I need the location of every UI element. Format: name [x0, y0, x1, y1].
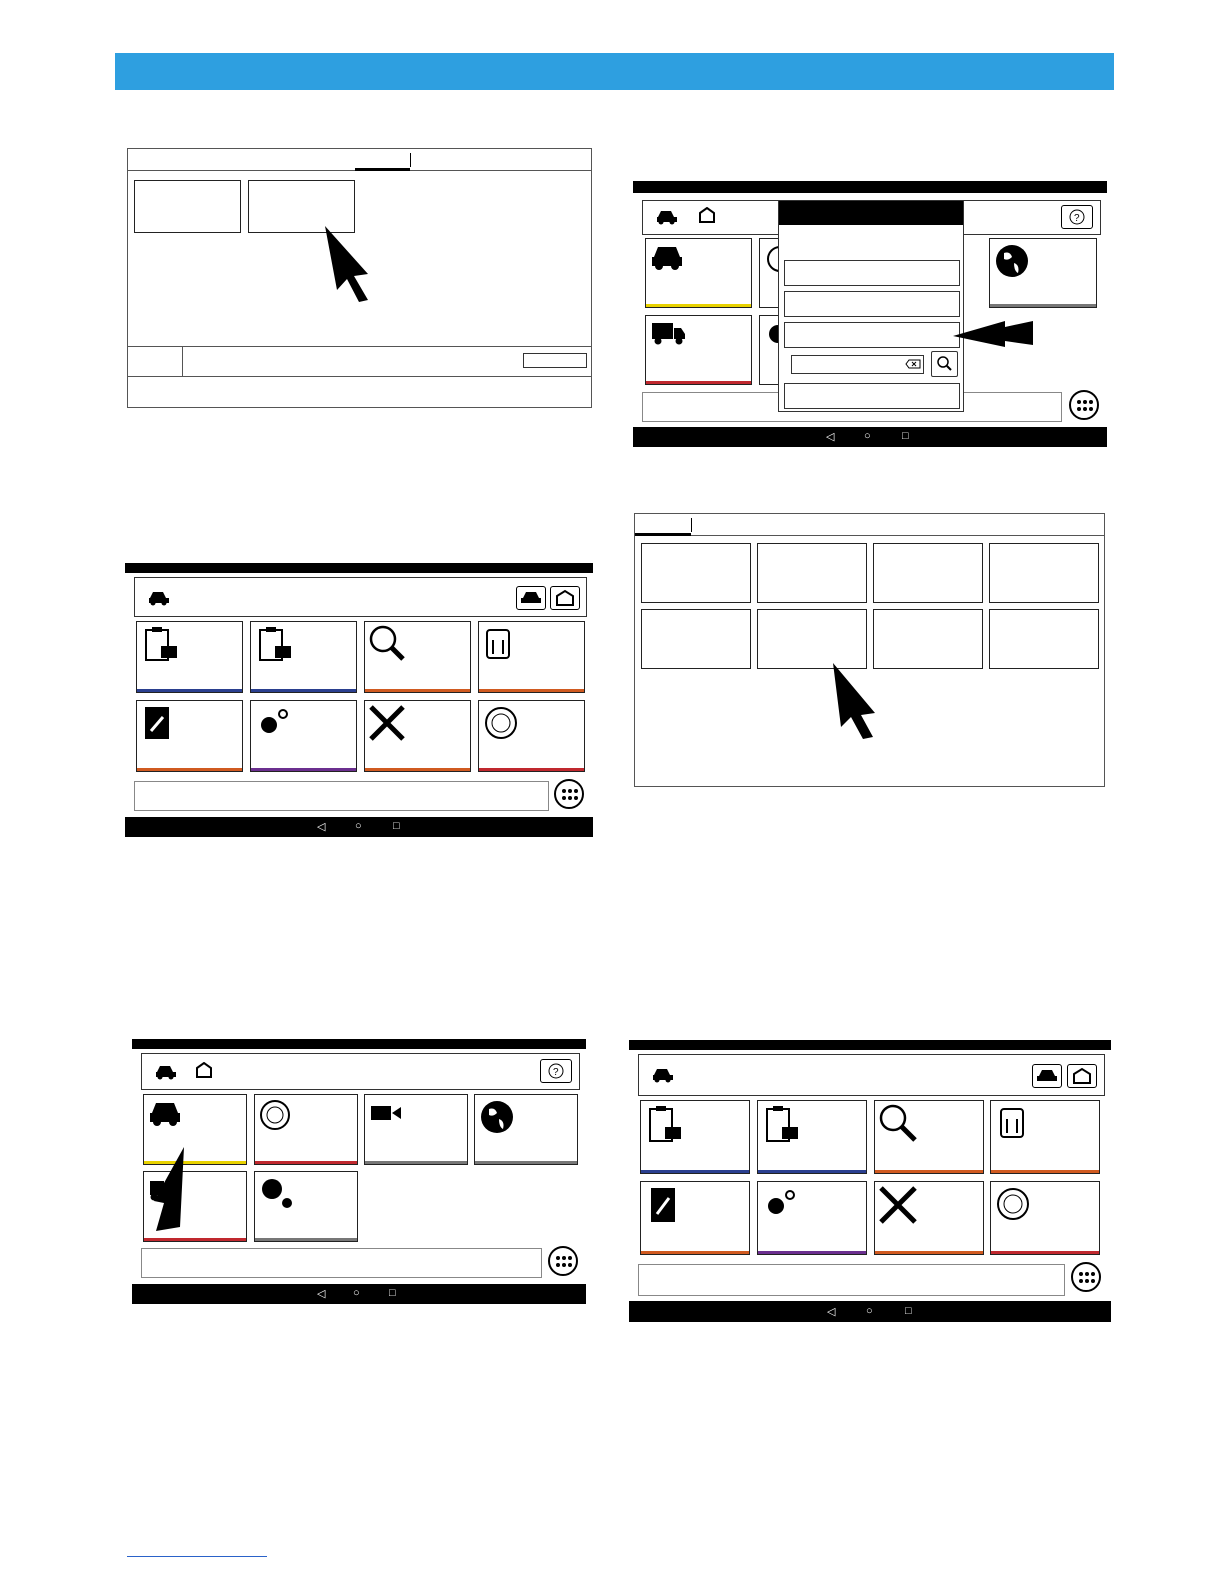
svg-text:?: ?	[553, 1067, 559, 1078]
gauge-icon	[995, 1186, 1031, 1222]
app-tile-camera[interactable]	[364, 1094, 468, 1165]
footer-action-button[interactable]	[523, 353, 587, 368]
panel-tablet-3	[125, 563, 593, 837]
menu-option-3[interactable]	[784, 322, 960, 348]
wrench-icon	[143, 705, 173, 741]
tab-divider	[691, 518, 692, 532]
car-icon	[147, 590, 171, 606]
search-icon	[932, 352, 957, 376]
app-tile-clipboard-2[interactable]	[250, 621, 357, 693]
recents-icon[interactable]: □	[393, 820, 400, 832]
search-bar[interactable]	[141, 1248, 542, 1278]
tile-underline	[255, 1161, 357, 1164]
car-icon	[650, 243, 684, 271]
tile-underline	[255, 1238, 357, 1241]
car-icon	[655, 209, 679, 225]
app-tile-tools[interactable]	[364, 700, 471, 772]
tile-underline	[990, 304, 1096, 307]
tile-underline	[875, 1170, 983, 1173]
app-tile-settings[interactable]	[250, 700, 357, 772]
garage-icon	[1068, 1065, 1096, 1087]
app-tile-adjust[interactable]	[478, 621, 585, 693]
tile-underline	[758, 1251, 866, 1254]
panel-tablet-6	[629, 1040, 1111, 1322]
tile-underline	[251, 768, 356, 771]
tab-active[interactable]	[355, 153, 410, 171]
tile-underline	[479, 768, 584, 771]
header-bar	[638, 1054, 1105, 1096]
tile-underline	[144, 1238, 246, 1241]
home-icon[interactable]: ○	[355, 820, 362, 832]
home-icon[interactable]: ○	[353, 1287, 360, 1299]
gear-icon	[257, 707, 291, 737]
app-tile-car[interactable]	[645, 238, 752, 308]
option-tile-7[interactable]	[873, 609, 983, 669]
footer-row	[128, 346, 591, 377]
app-tile-globe[interactable]	[474, 1094, 578, 1165]
globe-icon	[994, 243, 1030, 279]
menu-search-button[interactable]	[931, 351, 958, 377]
tile-underline	[251, 689, 356, 692]
app-tile-gauge[interactable]	[990, 1181, 1100, 1255]
back-icon[interactable]: ◁	[826, 431, 835, 443]
home-icon[interactable]: ○	[864, 430, 871, 442]
car-icon	[148, 1099, 182, 1127]
nav-bar	[633, 427, 1107, 447]
garage-icon	[196, 1062, 212, 1078]
popup-menu-header	[779, 201, 963, 225]
apps-grid-button[interactable]	[548, 1246, 578, 1276]
clipboard-icon	[257, 626, 293, 662]
menu-option-2[interactable]	[784, 291, 960, 317]
help-button[interactable]	[1061, 205, 1093, 229]
tile-underline	[137, 689, 242, 692]
tab-divider	[410, 153, 411, 167]
gear-icon	[259, 1176, 295, 1212]
tile-underline	[365, 768, 470, 771]
menu-option-4[interactable]	[784, 383, 960, 409]
home-icon[interactable]: ○	[866, 1305, 873, 1317]
car-icon	[517, 587, 545, 609]
app-tile-globe[interactable]	[989, 238, 1097, 308]
app-tile-magnifier[interactable]	[874, 1100, 984, 1174]
tile-underline	[641, 1251, 749, 1254]
magnifier-icon	[367, 624, 407, 664]
footer-link-line	[127, 1556, 267, 1557]
option-tile-3[interactable]	[873, 543, 983, 603]
magnifier-icon	[877, 1103, 919, 1145]
app-tile-clipboard-1[interactable]	[136, 621, 243, 693]
tile-underline	[365, 689, 470, 692]
gear-icon	[764, 1188, 798, 1218]
panel-tablet-2	[633, 181, 1107, 447]
tab-active[interactable]	[635, 518, 691, 536]
header-banner	[115, 53, 1114, 90]
tile-underline	[991, 1170, 1099, 1173]
app-tile-magnifier[interactable]	[364, 621, 471, 693]
globe-icon	[479, 1099, 515, 1135]
search-bar[interactable]	[134, 781, 549, 811]
tile-underline	[758, 1170, 866, 1173]
help-icon	[1062, 206, 1092, 228]
app-tile-adjust[interactable]	[990, 1100, 1100, 1174]
option-tile-5[interactable]	[641, 609, 751, 669]
panel-dialog-4	[634, 513, 1105, 787]
help-icon	[541, 1060, 571, 1082]
wrench-icon	[649, 1186, 679, 1224]
nav-bar	[629, 1302, 1111, 1322]
option-tile-2[interactable]	[757, 543, 867, 603]
apps-grid-button[interactable]	[1069, 390, 1099, 420]
pointer-arrow-icon	[321, 222, 373, 304]
option-tile-8[interactable]	[989, 609, 1099, 669]
app-tile-clipboard-1[interactable]	[640, 1100, 750, 1174]
adjust-icon	[485, 628, 511, 660]
app-tile-truck[interactable]	[645, 315, 752, 385]
tools-icon	[367, 703, 407, 743]
app-tile-settings[interactable]	[254, 1171, 358, 1242]
panel-dialog-1	[127, 148, 592, 408]
popup-menu	[778, 200, 964, 412]
vehicle-button[interactable]	[516, 586, 546, 610]
app-tile-gauge[interactable]	[254, 1094, 358, 1165]
panel-tablet-5	[132, 1039, 586, 1304]
garage-button[interactable]	[1067, 1064, 1097, 1088]
app-tile-clipboard-2[interactable]	[757, 1100, 867, 1174]
option-tile-4[interactable]	[989, 543, 1099, 603]
back-icon[interactable]: ◁	[317, 1288, 326, 1300]
tile-underline	[646, 381, 751, 384]
tile-underline	[479, 689, 584, 692]
clipboard-icon	[647, 1105, 683, 1143]
app-tile-gauge[interactable]	[478, 700, 585, 772]
pointer-arrow-icon	[949, 319, 1035, 349]
tile-underline	[646, 304, 751, 307]
car-icon	[154, 1064, 178, 1080]
option-tile-1[interactable]	[134, 180, 241, 233]
adjust-icon	[999, 1107, 1025, 1139]
tile-underline	[875, 1251, 983, 1254]
footer-divider	[182, 346, 183, 377]
clipboard-icon	[143, 626, 179, 662]
tools-icon	[877, 1184, 919, 1226]
tab-strip	[635, 514, 1104, 536]
apps-grid-button[interactable]	[554, 779, 584, 809]
tile-underline	[365, 1161, 467, 1164]
gauge-icon	[259, 1099, 291, 1131]
search-bar[interactable]	[638, 1264, 1065, 1296]
menu-option-1[interactable]	[784, 260, 960, 286]
tile-underline	[137, 768, 242, 771]
gauge-icon	[483, 705, 519, 741]
svg-text:?: ?	[1074, 213, 1080, 224]
recents-icon[interactable]: □	[905, 1305, 912, 1317]
recents-icon[interactable]: □	[389, 1287, 396, 1299]
header-bar	[141, 1053, 580, 1090]
back-icon[interactable]: ◁	[317, 821, 326, 833]
tile-underline	[641, 1170, 749, 1173]
app-tile-tools[interactable]	[874, 1181, 984, 1255]
pointer-arrow-icon	[825, 659, 881, 741]
clipboard-icon	[764, 1105, 800, 1143]
header-bar	[134, 577, 587, 617]
app-tile-manual[interactable]	[640, 1181, 750, 1255]
garage-icon	[699, 207, 715, 223]
tile-underline	[991, 1251, 1099, 1254]
nav-bar	[125, 817, 593, 837]
pointer-arrow-icon	[150, 1143, 190, 1233]
apps-grid-button[interactable]	[1071, 1262, 1101, 1292]
clear-icon	[905, 359, 921, 369]
camera-icon	[369, 1103, 403, 1123]
garage-icon	[551, 587, 579, 609]
back-icon[interactable]: ◁	[827, 1306, 836, 1318]
menu-search-input[interactable]	[791, 355, 924, 374]
tile-underline	[475, 1161, 577, 1164]
car-icon	[651, 1067, 675, 1083]
nav-bar	[132, 1284, 586, 1304]
garage-button[interactable]	[550, 586, 580, 610]
app-tile-manual[interactable]	[136, 700, 243, 772]
truck-icon	[650, 320, 686, 346]
app-tile-settings[interactable]	[757, 1181, 867, 1255]
help-button[interactable]	[540, 1059, 572, 1083]
car-icon	[1033, 1065, 1061, 1087]
recents-icon[interactable]: □	[902, 430, 909, 442]
option-tile-1[interactable]	[641, 543, 751, 603]
vehicle-button[interactable]	[1032, 1064, 1062, 1088]
